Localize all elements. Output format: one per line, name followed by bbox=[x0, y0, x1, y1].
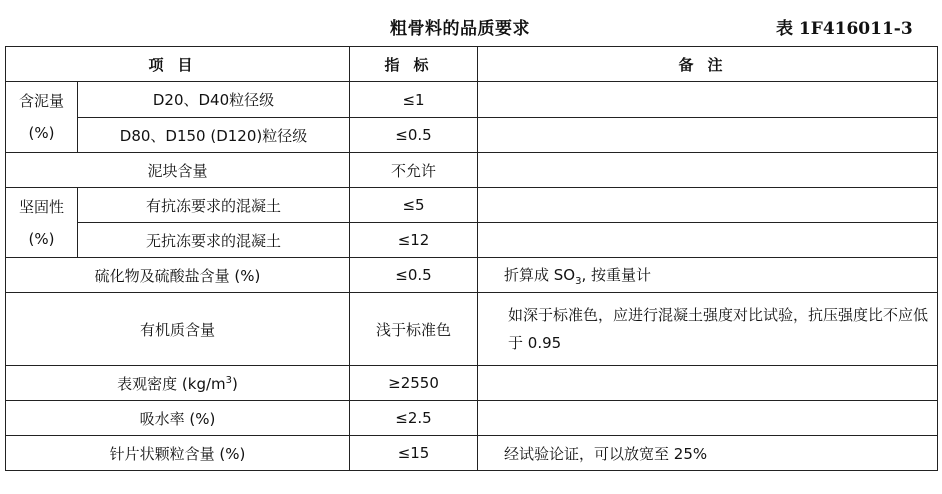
note-cell bbox=[478, 258, 938, 293]
note-cell bbox=[478, 366, 938, 401]
table-number: 表 1F416011-3 bbox=[776, 19, 913, 39]
sub-item: D80、D150 (D120)粒径级 bbox=[78, 118, 350, 153]
group-unit: (%) bbox=[28, 124, 55, 142]
table-row bbox=[6, 188, 938, 223]
table-row bbox=[6, 82, 938, 118]
item-superscript: 3 bbox=[225, 374, 233, 386]
index-value: ≤1 bbox=[350, 82, 478, 118]
group-name: 含泥量 bbox=[18, 92, 64, 110]
index-value: ≤0.5 bbox=[350, 258, 478, 293]
index-value: 不允许 bbox=[350, 153, 478, 188]
note-cell: 如深于标准色，应进行混凝土强度对比试验，抗压强度比不应低于 0.95 bbox=[478, 293, 938, 366]
group-unit: (%) bbox=[28, 229, 55, 248]
item-label: 硫化物及硫酸盐含量 (%) bbox=[6, 258, 350, 293]
header-note: 备注 bbox=[478, 47, 938, 82]
item-label bbox=[6, 366, 350, 401]
header-row bbox=[6, 47, 938, 82]
index-value: 浅于标准色 bbox=[350, 293, 478, 366]
item-label: 针片状颗粒含量 (%) bbox=[6, 436, 350, 471]
header-item: 项目 bbox=[6, 47, 350, 82]
table-row bbox=[6, 258, 938, 293]
table-row bbox=[6, 436, 938, 471]
item-label: 有机质含量 bbox=[6, 293, 350, 366]
header-index: 指标 bbox=[350, 47, 478, 82]
sub-item: 无抗冻要求的混凝土 bbox=[78, 223, 350, 258]
note-text: , 按重量计 bbox=[581, 265, 652, 284]
index-value: ≤15 bbox=[350, 436, 478, 471]
index-value: ≥2550 bbox=[350, 366, 478, 401]
table-row bbox=[6, 223, 938, 258]
note-cell bbox=[478, 118, 938, 153]
item-text: 表观密度 (kg/m bbox=[117, 374, 226, 393]
group-label-soundness bbox=[6, 188, 78, 258]
note-cell bbox=[478, 82, 938, 118]
table-row bbox=[6, 153, 938, 188]
index-value: ≤5 bbox=[350, 188, 478, 223]
item-label: 泥块含量 bbox=[6, 153, 350, 188]
index-value: ≤12 bbox=[350, 223, 478, 258]
group-name: 坚固性 bbox=[18, 197, 64, 216]
table-title: 粗骨料的品质要求 bbox=[390, 19, 530, 39]
item-label: 吸水率 (%) bbox=[6, 401, 350, 436]
group-label-mud-content bbox=[6, 82, 78, 153]
coarse-aggregate-quality-table bbox=[5, 46, 938, 471]
note-cell bbox=[478, 401, 938, 436]
table-row bbox=[6, 118, 938, 153]
note-text: 折算成 SO bbox=[504, 265, 576, 284]
note-subscript: 3 bbox=[575, 275, 582, 287]
item-text: ) bbox=[232, 374, 238, 393]
note-cell bbox=[478, 188, 938, 223]
note-cell bbox=[478, 153, 938, 188]
index-value: ≤2.5 bbox=[350, 401, 478, 436]
sub-item: 有抗冻要求的混凝土 bbox=[78, 188, 350, 223]
note-cell bbox=[478, 223, 938, 258]
index-value: ≤0.5 bbox=[350, 118, 478, 153]
table-row bbox=[6, 401, 938, 436]
table-row bbox=[6, 293, 938, 366]
sub-item: D20、D40粒径级 bbox=[78, 82, 350, 118]
table-row bbox=[6, 366, 938, 401]
note-cell: 经试验论证，可以放宽至 25% bbox=[478, 436, 938, 471]
